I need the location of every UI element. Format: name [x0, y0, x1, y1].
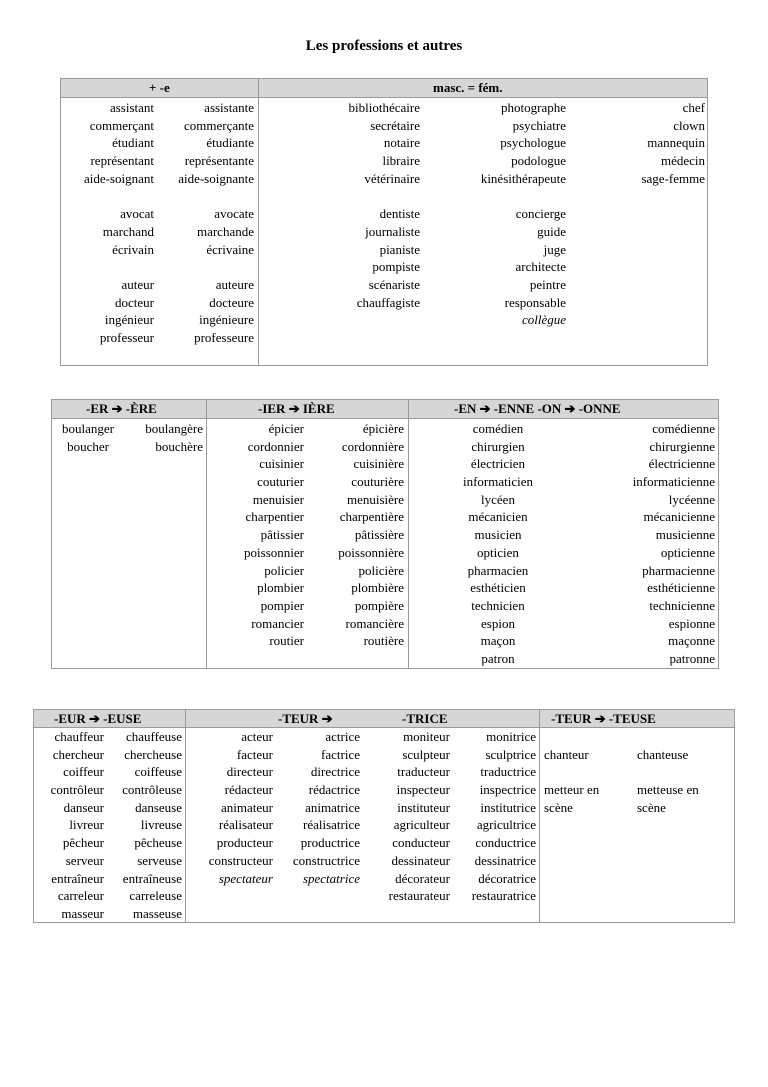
table-cell: électricienne: [648, 456, 715, 472]
column-same-form-2: [441, 99, 566, 329]
header-teur-teuse: -TEUR ➔ -TEUSE: [551, 711, 656, 726]
table-cell: étudiant: [112, 135, 154, 151]
table-cell: lycéenne: [668, 491, 715, 507]
table-cell: productrice: [300, 835, 360, 851]
table-cell: pâtissier: [260, 527, 304, 543]
table-cell: moniteur: [403, 729, 450, 744]
table-cell: chercheuse: [124, 746, 182, 762]
table-cell: responsable: [504, 294, 566, 310]
table-cell: [637, 728, 732, 746]
table-cell: chirurgien: [471, 438, 525, 454]
table-cell: ingénieur: [104, 312, 154, 328]
table-cell: sculptrice: [485, 746, 536, 762]
table-cell: metteuse en: [637, 782, 699, 798]
column-same-form-3: [581, 99, 705, 187]
column-teuse: [637, 728, 732, 816]
table-cell: [637, 763, 732, 781]
column-enne-onne: [592, 420, 715, 668]
table-cell: masseur: [61, 905, 104, 921]
table-cell: épicier: [268, 421, 304, 436]
table-cell: représentant: [90, 153, 154, 169]
table-cell: factrice: [321, 746, 360, 762]
table-cell: restaurateur: [388, 888, 450, 904]
page-title: Les professions et autres: [305, 38, 463, 54]
table-cell: aide-soignant: [83, 170, 154, 186]
table-cell: chanteur: [544, 746, 589, 762]
table-cell: pharmacien: [467, 562, 529, 578]
table-cell: dessinatrice: [474, 852, 536, 868]
table-cell: traducteur: [397, 764, 450, 780]
table-cell: lycéen: [481, 491, 515, 507]
table-cell: entraîneuse: [122, 870, 182, 886]
header-en-on: -EN ➔ -ENNE -ON ➔ -ONNE: [454, 401, 621, 416]
table-cell: juge: [543, 241, 566, 257]
table-cell: constructrice: [292, 852, 360, 868]
table-cell: psychologue: [500, 135, 566, 151]
table-cell: pompière: [354, 597, 404, 613]
table-header: [34, 710, 734, 728]
table-cell: boucher: [67, 438, 109, 454]
table-cell: musicienne: [655, 527, 715, 543]
table-cell: charpentier: [245, 509, 304, 525]
table-cell: routier: [269, 633, 304, 649]
column-teur-2: [364, 728, 450, 905]
table-cell: metteur en: [544, 782, 600, 798]
table-cell: coiffeur: [63, 764, 104, 780]
table-cell: peintre: [529, 276, 566, 292]
table-cell: marchand: [102, 223, 154, 239]
table-cell: carreleur: [57, 888, 104, 904]
table-cell: boulangère: [145, 421, 203, 436]
column-en-on: [448, 420, 548, 668]
table-cell: sculpteur: [402, 746, 450, 762]
table-cell: serveuse: [137, 852, 182, 868]
table-cell: pianiste: [379, 241, 420, 257]
table-cell: écrivaine: [206, 241, 254, 257]
table-cell: [157, 258, 254, 276]
table-cell: technicienne: [649, 597, 715, 613]
table-cell: bibliothécaire: [348, 100, 420, 115]
table-cell: agriculteur: [393, 817, 450, 833]
table-cell: esthéticienne: [647, 580, 715, 596]
table-cell: électricien: [470, 456, 526, 472]
table-cell: patron: [481, 650, 515, 666]
table-cell: chauffeuse: [125, 729, 182, 744]
table-eur-teur: [33, 709, 735, 923]
table-cell: commerçante: [183, 117, 254, 133]
table-cell: écrivain: [112, 241, 154, 257]
table-cell: acteur: [241, 729, 273, 744]
table-cell: livreur: [69, 817, 104, 833]
table-cell: cuisinière: [353, 456, 404, 472]
table-cell: informaticien: [462, 474, 534, 490]
table-cell: traductrice: [480, 764, 536, 780]
table-cell: contrôleur: [50, 782, 104, 798]
table-cell: assistante: [204, 100, 254, 115]
table-cell: maçonne: [668, 633, 715, 649]
table-cell: constructeur: [208, 852, 273, 868]
table-cell: pêcheur: [62, 835, 104, 851]
table-cell: pompier: [260, 597, 304, 613]
column-eur: [34, 728, 104, 923]
table-cell: menuisière: [346, 491, 404, 507]
table-cell: chauffagiste: [356, 294, 420, 310]
table-cell: couturière: [351, 474, 404, 490]
table-cell: serveur: [65, 852, 104, 868]
table-cell: spectateur: [218, 870, 273, 886]
table-cell: actrice: [325, 729, 360, 744]
table-cell: policière: [358, 562, 404, 578]
table-cell: musicien: [474, 527, 522, 543]
table-cell: journaliste: [365, 223, 420, 239]
table-cell: [157, 187, 254, 205]
table-cell: espion: [481, 615, 515, 631]
table-cell: scène: [544, 799, 573, 815]
table-cell: coiffeuse: [134, 764, 182, 780]
header-trice: -TRICE: [402, 711, 448, 726]
table-cell: romancier: [251, 615, 304, 631]
table-cell: auteur: [121, 276, 154, 292]
table-cell: psychiatre: [512, 117, 566, 133]
table-cell: pêcheuse: [134, 835, 182, 851]
column-masculine: [61, 99, 154, 347]
table-cell: masseuse: [132, 905, 182, 921]
column-trice-2: [452, 728, 536, 905]
table-cell: comédien: [472, 421, 524, 436]
header-ier-iere: -IER ➔ IÈRE: [258, 401, 335, 416]
table-cell: auteure: [215, 276, 254, 292]
table-cell: danseuse: [135, 799, 182, 815]
table-cell: carreleuse: [129, 888, 182, 904]
table-cell: directeur: [226, 764, 273, 780]
table-cell: policier: [264, 562, 304, 578]
table-cell: pharmacienne: [642, 562, 715, 578]
column-ere: [124, 420, 203, 455]
table-cell: aide-soignante: [178, 170, 254, 186]
table-cell: vétérinaire: [364, 170, 420, 186]
header-teur: -TEUR ➔: [278, 711, 333, 726]
table-cell: poissonnière: [338, 544, 404, 560]
table-cell: romancière: [345, 615, 404, 631]
table-cell: [544, 763, 634, 781]
table-cell: clown: [673, 117, 705, 133]
table-cell: commerçant: [89, 117, 154, 133]
column-teur-3: [544, 728, 634, 816]
table-cell: mécanicienne: [643, 509, 715, 525]
column-ier: [212, 420, 304, 650]
column-er: [52, 420, 124, 455]
table-cell: boulanger: [62, 421, 114, 436]
table-cell: chercheur: [52, 746, 104, 762]
table-cell: libraire: [382, 153, 420, 169]
table-cell: conducteur: [392, 835, 450, 851]
table-cell: chauffeur: [54, 729, 104, 744]
table-cell: dentiste: [379, 206, 420, 222]
table-cell: décorateur: [395, 870, 450, 886]
column-trice: [275, 728, 360, 887]
table-cell: réalisateur: [218, 817, 273, 833]
header-plus-e: + -e: [149, 80, 170, 95]
table-cell: charpentière: [339, 509, 404, 525]
table-plus-e: [60, 78, 708, 366]
table-cell: patronne: [669, 650, 715, 666]
column-teur: [189, 728, 273, 887]
table-cell: technicien: [471, 597, 525, 613]
table-cell: danseur: [63, 799, 104, 815]
table-cell: rédacteur: [224, 782, 273, 798]
table-cell: photographe: [501, 100, 566, 115]
column-feminine: [157, 99, 254, 347]
table-cell: maçon: [480, 633, 516, 649]
table-cell: chef: [682, 100, 705, 115]
table-cell: conductrice: [475, 835, 536, 851]
table-cell: esthéticien: [470, 580, 526, 596]
table-cell: plombière: [351, 580, 404, 596]
table-cell: couturier: [257, 474, 304, 490]
table-cell: architecte: [515, 259, 566, 275]
table-cell: professeure: [194, 329, 254, 345]
table-cell: médecin: [660, 153, 705, 169]
table-cell: facteur: [236, 746, 273, 762]
table-cell: kinésithérapeute: [480, 170, 566, 186]
table-cell: inspectrice: [479, 782, 536, 798]
table-cell: animateur: [221, 799, 273, 815]
table-cell: poissonnier: [244, 544, 304, 560]
table-header: [52, 400, 718, 419]
table-cell: pompiste: [372, 259, 420, 275]
table-cell: entraîneur: [51, 870, 104, 886]
table-cell: dessinateur: [391, 852, 450, 868]
table-cell: opticienne: [660, 544, 715, 560]
table-cell: scénariste: [368, 276, 420, 292]
table-cell: producteur: [216, 835, 273, 851]
table-cell: opticien: [477, 544, 519, 560]
table-cell: inspecteur: [396, 782, 450, 798]
table-cell: cuisinier: [259, 456, 304, 472]
table-cell: monitrice: [486, 729, 536, 744]
table-cell: notaire: [383, 135, 420, 151]
table-cell: cordonnier: [247, 438, 304, 454]
table-cell: [61, 258, 154, 276]
table-cell: pâtissière: [354, 527, 404, 543]
table-cell: étudiante: [206, 135, 254, 151]
table-cell: décoratrice: [478, 870, 536, 886]
table-cell: avocate: [214, 206, 254, 222]
table-cell: directrice: [310, 764, 360, 780]
table-cell: docteure: [209, 294, 254, 310]
table-cell: docteur: [115, 294, 154, 310]
table-cell: menuisier: [252, 491, 304, 507]
table-cell: mannequin: [647, 135, 705, 151]
table-cell: routière: [363, 633, 404, 649]
column-same-form-1: [311, 99, 420, 311]
table-cell: [441, 187, 566, 205]
table-cell: livreuse: [140, 817, 182, 833]
header-er-ere: -ER ➔ -ÈRE: [86, 401, 157, 416]
table-cell: podologue: [511, 153, 566, 169]
header-masc-fem: masc. = fém.: [433, 80, 503, 95]
table-cell: marchande: [196, 223, 254, 239]
table-cell: [61, 187, 154, 205]
table-cell: informaticienne: [632, 474, 715, 490]
table-cell: assistant: [109, 100, 154, 115]
table-cell: chanteuse: [637, 746, 689, 762]
table-cell: guide: [537, 223, 566, 239]
table-cell: bouchère: [155, 438, 203, 454]
table-cell: épicière: [362, 421, 404, 436]
table-cell: espionne: [668, 615, 715, 631]
table-cell: mécanicien: [468, 509, 528, 525]
table-cell: [544, 728, 634, 746]
table-cell: réalisatrice: [302, 817, 360, 833]
table-cell: comédienne: [652, 421, 715, 436]
table-cell: instituteur: [397, 799, 450, 815]
table-cell: avocat: [120, 206, 154, 222]
table-cell: institutrice: [480, 799, 536, 815]
table-cell: restauratrice: [471, 888, 536, 904]
table-cell: concierge: [515, 206, 566, 222]
table-cell: représentante: [184, 153, 254, 169]
table-er-ier-en: [51, 399, 719, 669]
table-cell: ingénieure: [199, 312, 254, 328]
table-cell: plombier: [257, 580, 304, 596]
table-cell: sage-femme: [641, 170, 705, 186]
table-cell: spectatrice: [302, 870, 360, 886]
column-iere: [308, 420, 404, 650]
table-header: [61, 79, 707, 98]
table-cell: animatrice: [305, 799, 360, 815]
table-cell: scène: [637, 799, 666, 815]
table-cell: chirurgienne: [649, 438, 715, 454]
table-cell: cordonnière: [341, 438, 404, 454]
header-eur-euse: -EUR ➔ -EUSE: [54, 711, 142, 726]
table-cell: agricultrice: [476, 817, 536, 833]
table-cell: professeur: [99, 329, 154, 345]
table-cell: contrôleuse: [122, 782, 182, 798]
table-cell: [311, 187, 420, 205]
table-cell: secrétaire: [370, 117, 420, 133]
column-euse: [104, 728, 182, 923]
table-cell: rédactrice: [308, 782, 360, 798]
table-cell: collègue: [521, 312, 566, 328]
